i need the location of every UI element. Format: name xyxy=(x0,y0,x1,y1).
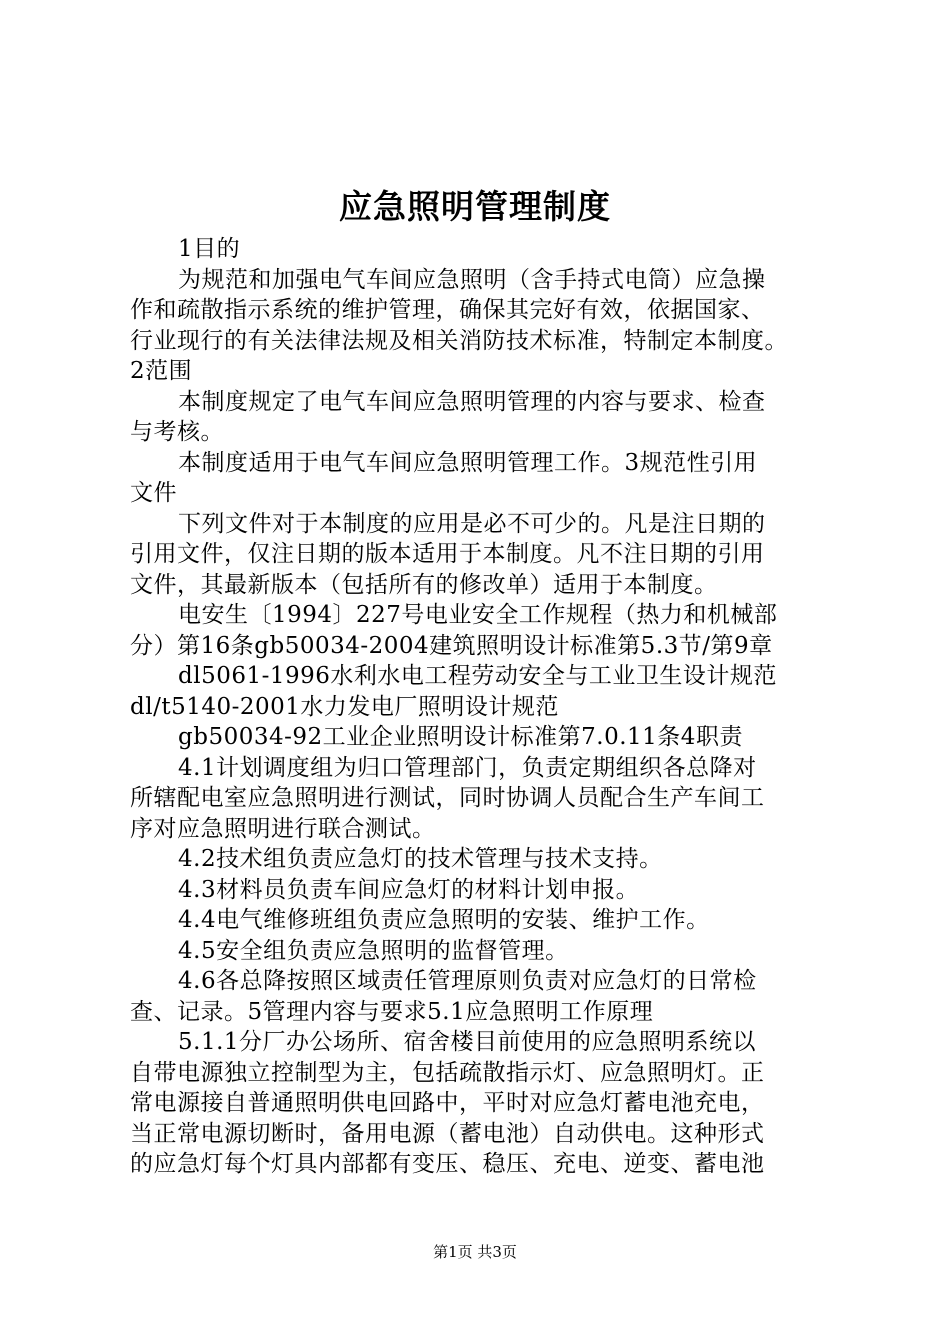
document-title: 应急照明管理制度 xyxy=(339,187,611,226)
body-line: 引用文件，仅注日期的版本适用于本制度。凡不注日期的引用 xyxy=(130,541,765,567)
body-line: 4.2技术组负责应急灯的技术管理与技术支持。 xyxy=(178,846,663,872)
body-line: 自带电源独立控制型为主，包括疏散指示灯、应急照明灯。正 xyxy=(130,1059,765,1086)
body-line: 4.1计划调度组为归口管理部门，负责定期组织各总降对 xyxy=(178,754,757,781)
body-line: 分）第16条gb50034-2004建筑照明设计标准第5.3节/第9章 xyxy=(130,632,773,659)
body-line: 查、记录。5管理内容与要求5.1应急照明工作原理 xyxy=(130,998,654,1025)
document-body xyxy=(130,234,834,1180)
body-line: 序对应急照明进行联合测试。 xyxy=(130,815,436,842)
body-line: 1目的 xyxy=(178,236,241,262)
body-line: 4.3材料员负责车间应急灯的材料计划申报。 xyxy=(178,876,640,903)
page-footer: 第1页 共3页 xyxy=(433,1243,517,1261)
body-line: gb50034-92工业企业照明设计标准第7.0.11条4职责 xyxy=(178,724,743,750)
body-line: 4.5安全组负责应急照明的监督管理。 xyxy=(178,937,569,964)
body-line: 当正常电源切断时，备用电源（蓄电池）自动供电。这种形式 xyxy=(130,1120,765,1147)
body-line: 与考核。 xyxy=(130,419,224,445)
body-line: 文件，其最新版本（包括所有的修改单）适用于本制度。 xyxy=(130,571,718,598)
body-line: 所辖配电室应急照明进行测试，同时协调人员配合生产车间工 xyxy=(130,785,765,811)
body-line: 2范围 xyxy=(130,358,193,384)
body-line: 下列文件对于本制度的应用是必不可少的。凡是注日期的 xyxy=(178,510,766,537)
body-line: 文件 xyxy=(130,480,177,506)
body-line: 4.4电气维修班组负责应急照明的安装、维护工作。 xyxy=(178,907,710,933)
body-line: 4.6各总降按照区域责任管理原则负责对应急灯的日常检 xyxy=(178,968,757,994)
body-line: 常电源接自普通照明供电回路中，平时对应急灯蓄电池充电， xyxy=(130,1090,765,1116)
body-line: 作和疏散指示系统的维护管理，确保其完好有效，依据国家、 xyxy=(130,297,765,323)
body-line: 本制度适用于电气车间应急照明管理工作。3规范性引用 xyxy=(178,449,758,476)
body-line: 为规范和加强电气车间应急照明（含手持式电筒）应急操 xyxy=(178,266,766,293)
body-line: 5.1.1分厂办公场所、宿舍楼目前使用的应急照明系统以 xyxy=(178,1029,757,1055)
body-line: 电安生〔1994〕227号电业安全工作规程（热力和机械部 xyxy=(178,602,778,628)
body-line: 本制度规定了电气车间应急照明管理的内容与要求、检查 xyxy=(178,388,766,415)
body-line: dl5061-1996水利水电工程劳动安全与工业卫生设计规范 xyxy=(178,663,777,689)
body-line: 行业现行的有关法律法规及相关消防技术标准，特制定本制度。 xyxy=(130,327,788,354)
body-line: 的应急灯每个灯具内部都有变压、稳压、充电、逆变、蓄电池 xyxy=(130,1151,765,1177)
body-line: dl/t5140-2001水力发电厂照明设计规范 xyxy=(130,693,559,720)
